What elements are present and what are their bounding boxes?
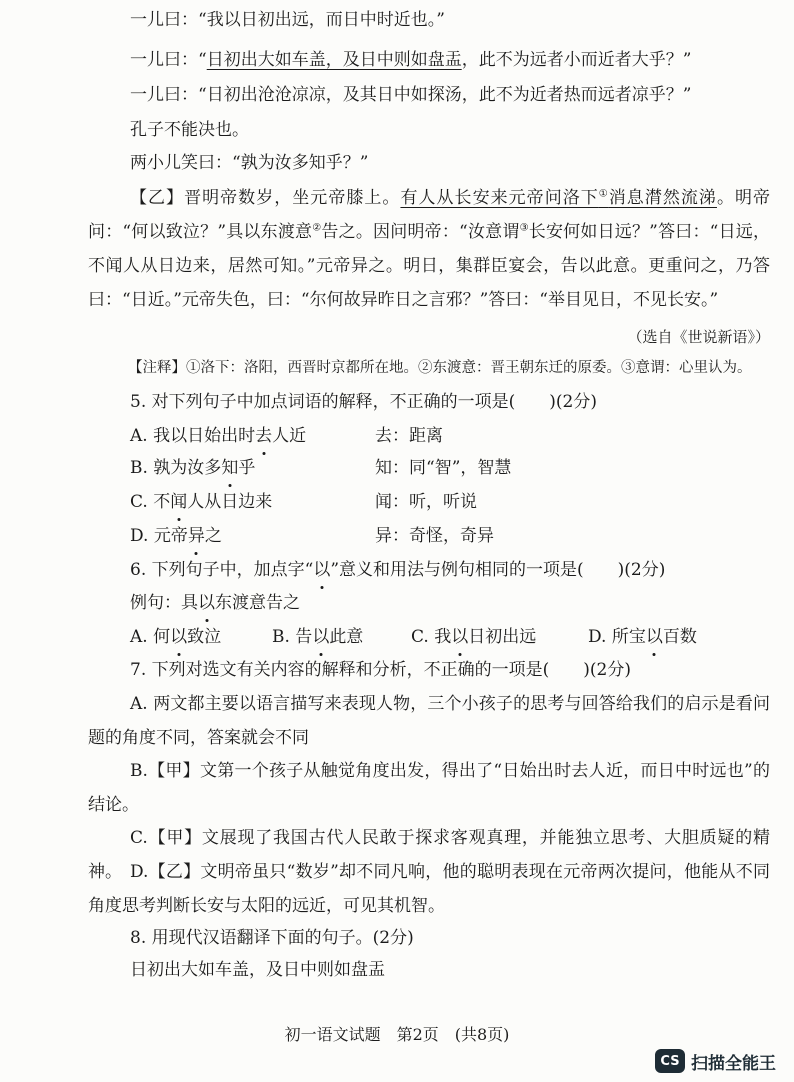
yi-seg-1: 【乙】晋明帝数岁，坐元帝膝上。	[130, 188, 401, 208]
page-footer: 初一语文试题 第2页 (共8页)	[284, 1025, 510, 1044]
annotations: 【注释】①洛下：洛阳，西晋时京都所在地。②东渡意：晋王朝东迁的原委。③意谓：心里认为。	[128, 360, 752, 376]
q5-option-d-sentence	[130, 519, 375, 553]
q8-stem: 8. 用现代汉语翻译下面的句子。(2分)	[130, 928, 414, 948]
watermark-text: 扫描全能王	[691, 1053, 776, 1074]
dotted-char: 去	[255, 419, 272, 453]
q5-option-b-sentence	[130, 451, 375, 485]
dotted-char: 以	[451, 620, 468, 654]
jia-line-1: 一儿曰：“我以日初出远，而日中时近也。”	[130, 10, 445, 30]
footnote-marker-3: ③	[519, 222, 529, 234]
q5-d-post: 之	[204, 526, 222, 546]
q6-option-d	[588, 620, 697, 654]
q6-b-pre: B. 告	[272, 627, 313, 647]
dotted-char: 知	[221, 451, 238, 485]
jia-line-2-underlined: 日初出大如车盖，及日中则如盘盂	[206, 50, 462, 70]
q7-option-b: B.【甲】文第一个孩子从触觉角度出发，得出了“日始出时去人近，而日中时远也”的结论。	[88, 761, 770, 815]
jia-line-2-post: ，此不为远者小而近者大乎？”	[461, 50, 692, 70]
q5-c-gloss: 闻：听，听说	[375, 492, 477, 512]
q5-a-pre: A. 我以日始出时	[130, 426, 256, 446]
q5-c-pre: C. 不	[130, 492, 171, 512]
jia-line-5: 两小儿笑曰：“孰为汝多知乎？”	[130, 153, 369, 173]
q5-b-pre: B. 孰为汝多	[130, 458, 222, 478]
q6-a-post: 致泣	[187, 627, 222, 647]
scanner-watermark	[655, 1047, 776, 1075]
q5-a-gloss: 去：距离	[375, 426, 443, 446]
jia-line-2	[88, 43, 770, 77]
q5-option-a-sentence	[130, 419, 375, 453]
q6-stem	[88, 553, 770, 587]
dotted-char: 以	[313, 553, 330, 587]
dotted-char: 异	[188, 519, 205, 553]
q7-option-a: A. 两文都主要以语言描写来表现人物，三个小孩子的思考与回答给我们的启示是看问题的角度不同，答案就会不同	[88, 694, 770, 748]
yi-seg-4: 长安何如日远？”答曰：“日远，不闻人从日边来，居然可知。”元帝异之。明日，集群臣宴会，告以此意。更重问之，乃答曰：“日近。”元帝失色，曰：“尔何故异昨日之言邪？”答曰：“举目见日，不见长安。”	[88, 222, 770, 310]
yi-seg-2: 。明帝问：“何以致泣？”具以东渡意	[88, 188, 771, 242]
q7-stem: 7. 下列对选文有关内容的解释和分析，不正确的一项是( )(2分)	[130, 660, 631, 680]
yi-underlined-1: 有人从长安来元帝问洛下	[400, 188, 599, 208]
q5-d-gloss: 异：奇怪，奇异	[375, 526, 494, 546]
q5-a-post: 人近	[272, 426, 307, 446]
q5-b-gloss: 知：同“智”，智慧	[375, 458, 512, 478]
q6-stem-pre: 6. 下列句子中，加点字“	[130, 560, 314, 580]
q6-example-post: 东渡意告之	[215, 593, 300, 613]
yi-underlined-sentence	[400, 188, 717, 208]
q6-options	[88, 620, 770, 654]
q6-option-a	[130, 620, 272, 654]
dotted-char: 以	[198, 586, 215, 620]
q7-option-c: C.【甲】文展现了我国古代人民敢于探求客观真理，并能独立思考、大胆质疑的精神。	[88, 828, 770, 882]
q6-b-post: 此意	[329, 627, 364, 647]
dotted-char: 以	[312, 620, 329, 654]
q8-sentence: 日初出大如车盖，及日中则如盘盂	[130, 960, 385, 980]
q6-c-pre: C. 我	[411, 627, 452, 647]
dotted-char: 以	[646, 620, 663, 654]
q5-stem: 5. 对下列句子中加点词语的解释，不正确的一项是( )(2分)	[130, 392, 597, 412]
q5-option-c-sentence	[130, 485, 375, 519]
q5-option-b	[88, 451, 770, 485]
q6-example	[88, 586, 770, 620]
q5-option-d	[88, 519, 770, 553]
q6-d-pre: D. 所宝	[588, 627, 646, 647]
q6-d-post: 百数	[662, 627, 697, 647]
yi-passage	[88, 181, 770, 317]
q7-option-d: D.【乙】文明帝虽只“数岁”却不同凡响，他的聪明表现在元帝两次提问，他能从不同角度思考判断长安与太阳的远近，可见其机智。	[88, 862, 770, 916]
q6-example-pre: 例句：具	[130, 593, 198, 613]
q6-c-post: 日初出远	[468, 627, 537, 647]
footnote-marker-2: ②	[312, 222, 322, 234]
q6-a-pre: A. 何	[130, 627, 171, 647]
dotted-char: 以	[170, 620, 187, 654]
q6-option-c	[411, 620, 588, 654]
q5-d-pre: D. 元帝	[130, 526, 188, 546]
footnote-marker-1: ①	[598, 188, 609, 200]
yi-seg-3: 告之。因问明帝：“汝意谓	[321, 222, 520, 242]
q5-c-post: 人从日边来	[187, 492, 273, 512]
dotted-char: 闻	[170, 485, 187, 519]
q5-option-a	[88, 419, 770, 453]
yi-underlined-2: 消息潸然流涕	[608, 188, 717, 208]
jia-line-4: 孔子不能决也。	[130, 120, 249, 140]
q5-b-post: 乎	[238, 458, 256, 478]
source-citation: （选自《世说新语》）	[627, 328, 770, 346]
camscanner-logo-icon: CS	[655, 1049, 685, 1073]
q6-stem-post: ”意义和用法与例句相同的一项是( )(2分)	[330, 560, 666, 580]
jia-line-3: 一儿曰：“日初出沧沧凉凉，及其日中如探汤，此不为近者热而远者凉乎？”	[130, 85, 692, 105]
jia-line-2-pre: 一儿曰：“	[130, 50, 207, 70]
q5-option-c	[88, 485, 770, 519]
q6-option-b	[272, 620, 411, 654]
